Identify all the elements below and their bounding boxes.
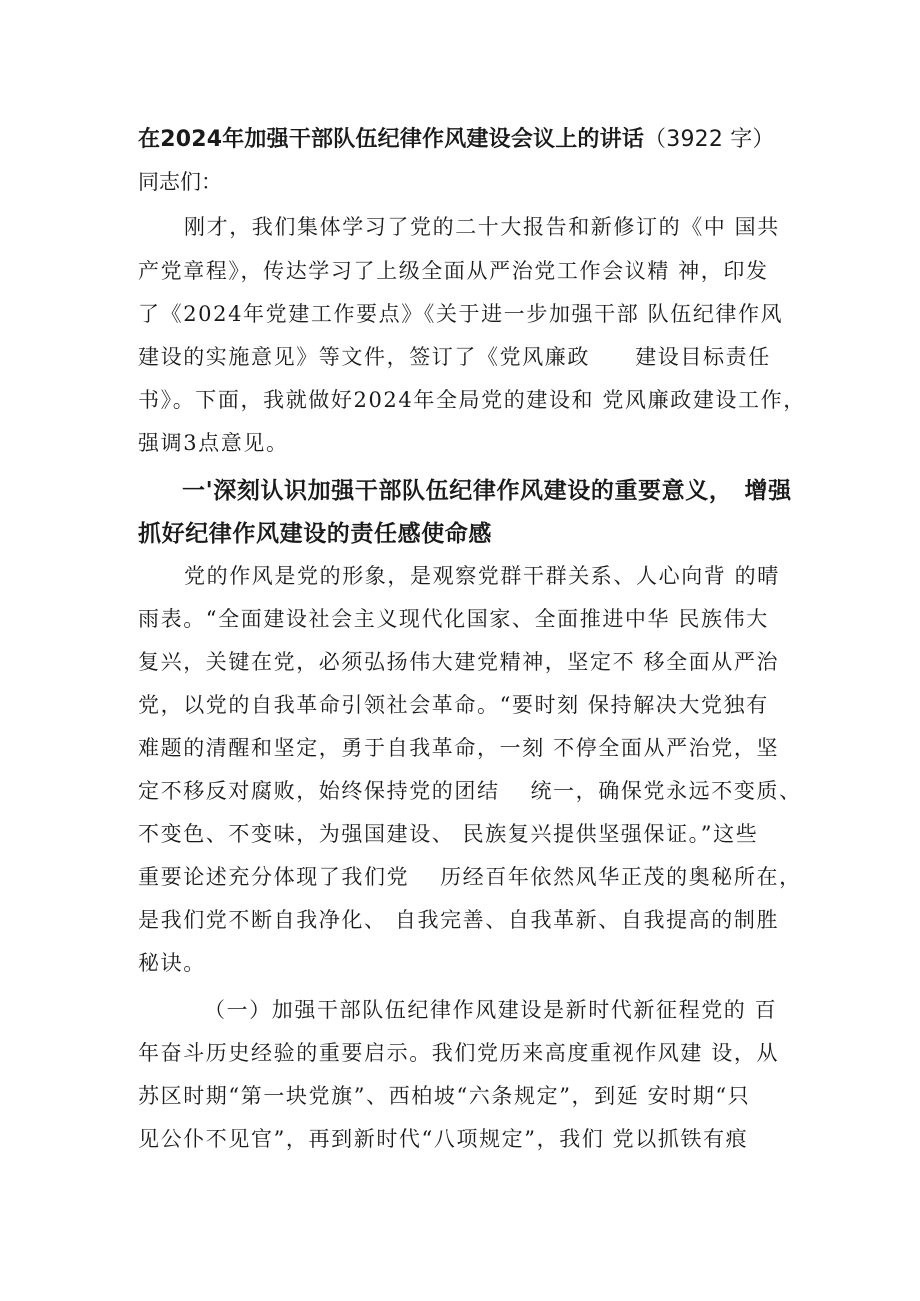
- para1-line-3: 了《2024年党建工作要点》《关于进一步加强干部 队伍纪律作风: [138, 302, 784, 326]
- para2-line-5: 难题的清醒和坚定，勇于自我革命，一刻 不停全面从严治党，坚: [138, 736, 780, 760]
- para2-line-9: 是我们党不断自我净化、 自我完善、自我革新、自我提高的制胜: [138, 908, 780, 932]
- title-main: 在2024年加强干部队伍纪律作风建设会议上的讲话: [138, 127, 645, 152]
- para2-line-2: 雨表。“全面建设社会主义现代化国家、全面推进中华 民族伟大: [138, 607, 769, 631]
- para3-line-3: 苏区时期“第一块党旗”、西柏坡“六条规定”，到延 安时期“只: [138, 1084, 751, 1108]
- para1-line-1: 刚才，我们集体学习了党的二十大报告和新修订的《中 国共: [184, 215, 780, 239]
- section-heading-line-2: 抓好纪律作风建设的责任感使命感: [138, 521, 492, 547]
- para1-line-5: 书》。下面，我就做好2024年全局党的建设和 党风廉政建设工作，: [138, 388, 806, 412]
- para3-line-2: 年奋斗历史经验的重要启示。我们党历来高度重视作风建 设，从: [138, 1041, 780, 1065]
- para2-line-4: 党，以党的自我革命引领社会革命。“要时刻 保持解决大党独有: [138, 693, 769, 717]
- section-heading-line-1: 一'深刻认识加强干部队伍纪律作风建设的重要意义， 增强: [182, 478, 792, 504]
- greeting: 同志们：: [138, 170, 222, 194]
- para2-line-1: 党的作风是党的形象，是观察党群干群关系、人心向背 的晴: [184, 564, 780, 588]
- para2-line-8: 重要论述充分体现了我们党 历经百年依然风华正茂的奥秘所在，: [138, 865, 802, 889]
- para2-line-10: 秘诀。: [138, 951, 206, 975]
- para2-line-3: 复兴，关键在党，必须弘扬伟大建党精神，坚定不 移全面从严治: [138, 650, 780, 674]
- word-count: （3922 字）: [644, 127, 775, 152]
- para1-line-6: 强调3点意见。: [138, 431, 289, 455]
- para2-line-7: 不变色、不变味，为强国建设、 民族复兴提供坚强保证。”这些: [138, 822, 759, 846]
- document-title: [138, 122, 775, 153]
- para1-line-2: 产党章程》，传达学习了上级全面从严治党工作会议精 神，印发: [138, 259, 769, 283]
- para3-line-1: （一）加强干部队伍纪律作风建设是新时代新征程党的 百: [204, 998, 778, 1022]
- para1-line-4: 建设的实施意见》等文件，签订了《党风廉政 建设目标责任: [138, 345, 771, 369]
- para2-line-6: 定不移反对腐败，始终保持党的团结 统一，确保党永远不变质、: [138, 779, 802, 803]
- para3-line-4: 见公仆不见官”，再到新时代“八项规定”，我们 党以抓铁有痕: [138, 1127, 749, 1151]
